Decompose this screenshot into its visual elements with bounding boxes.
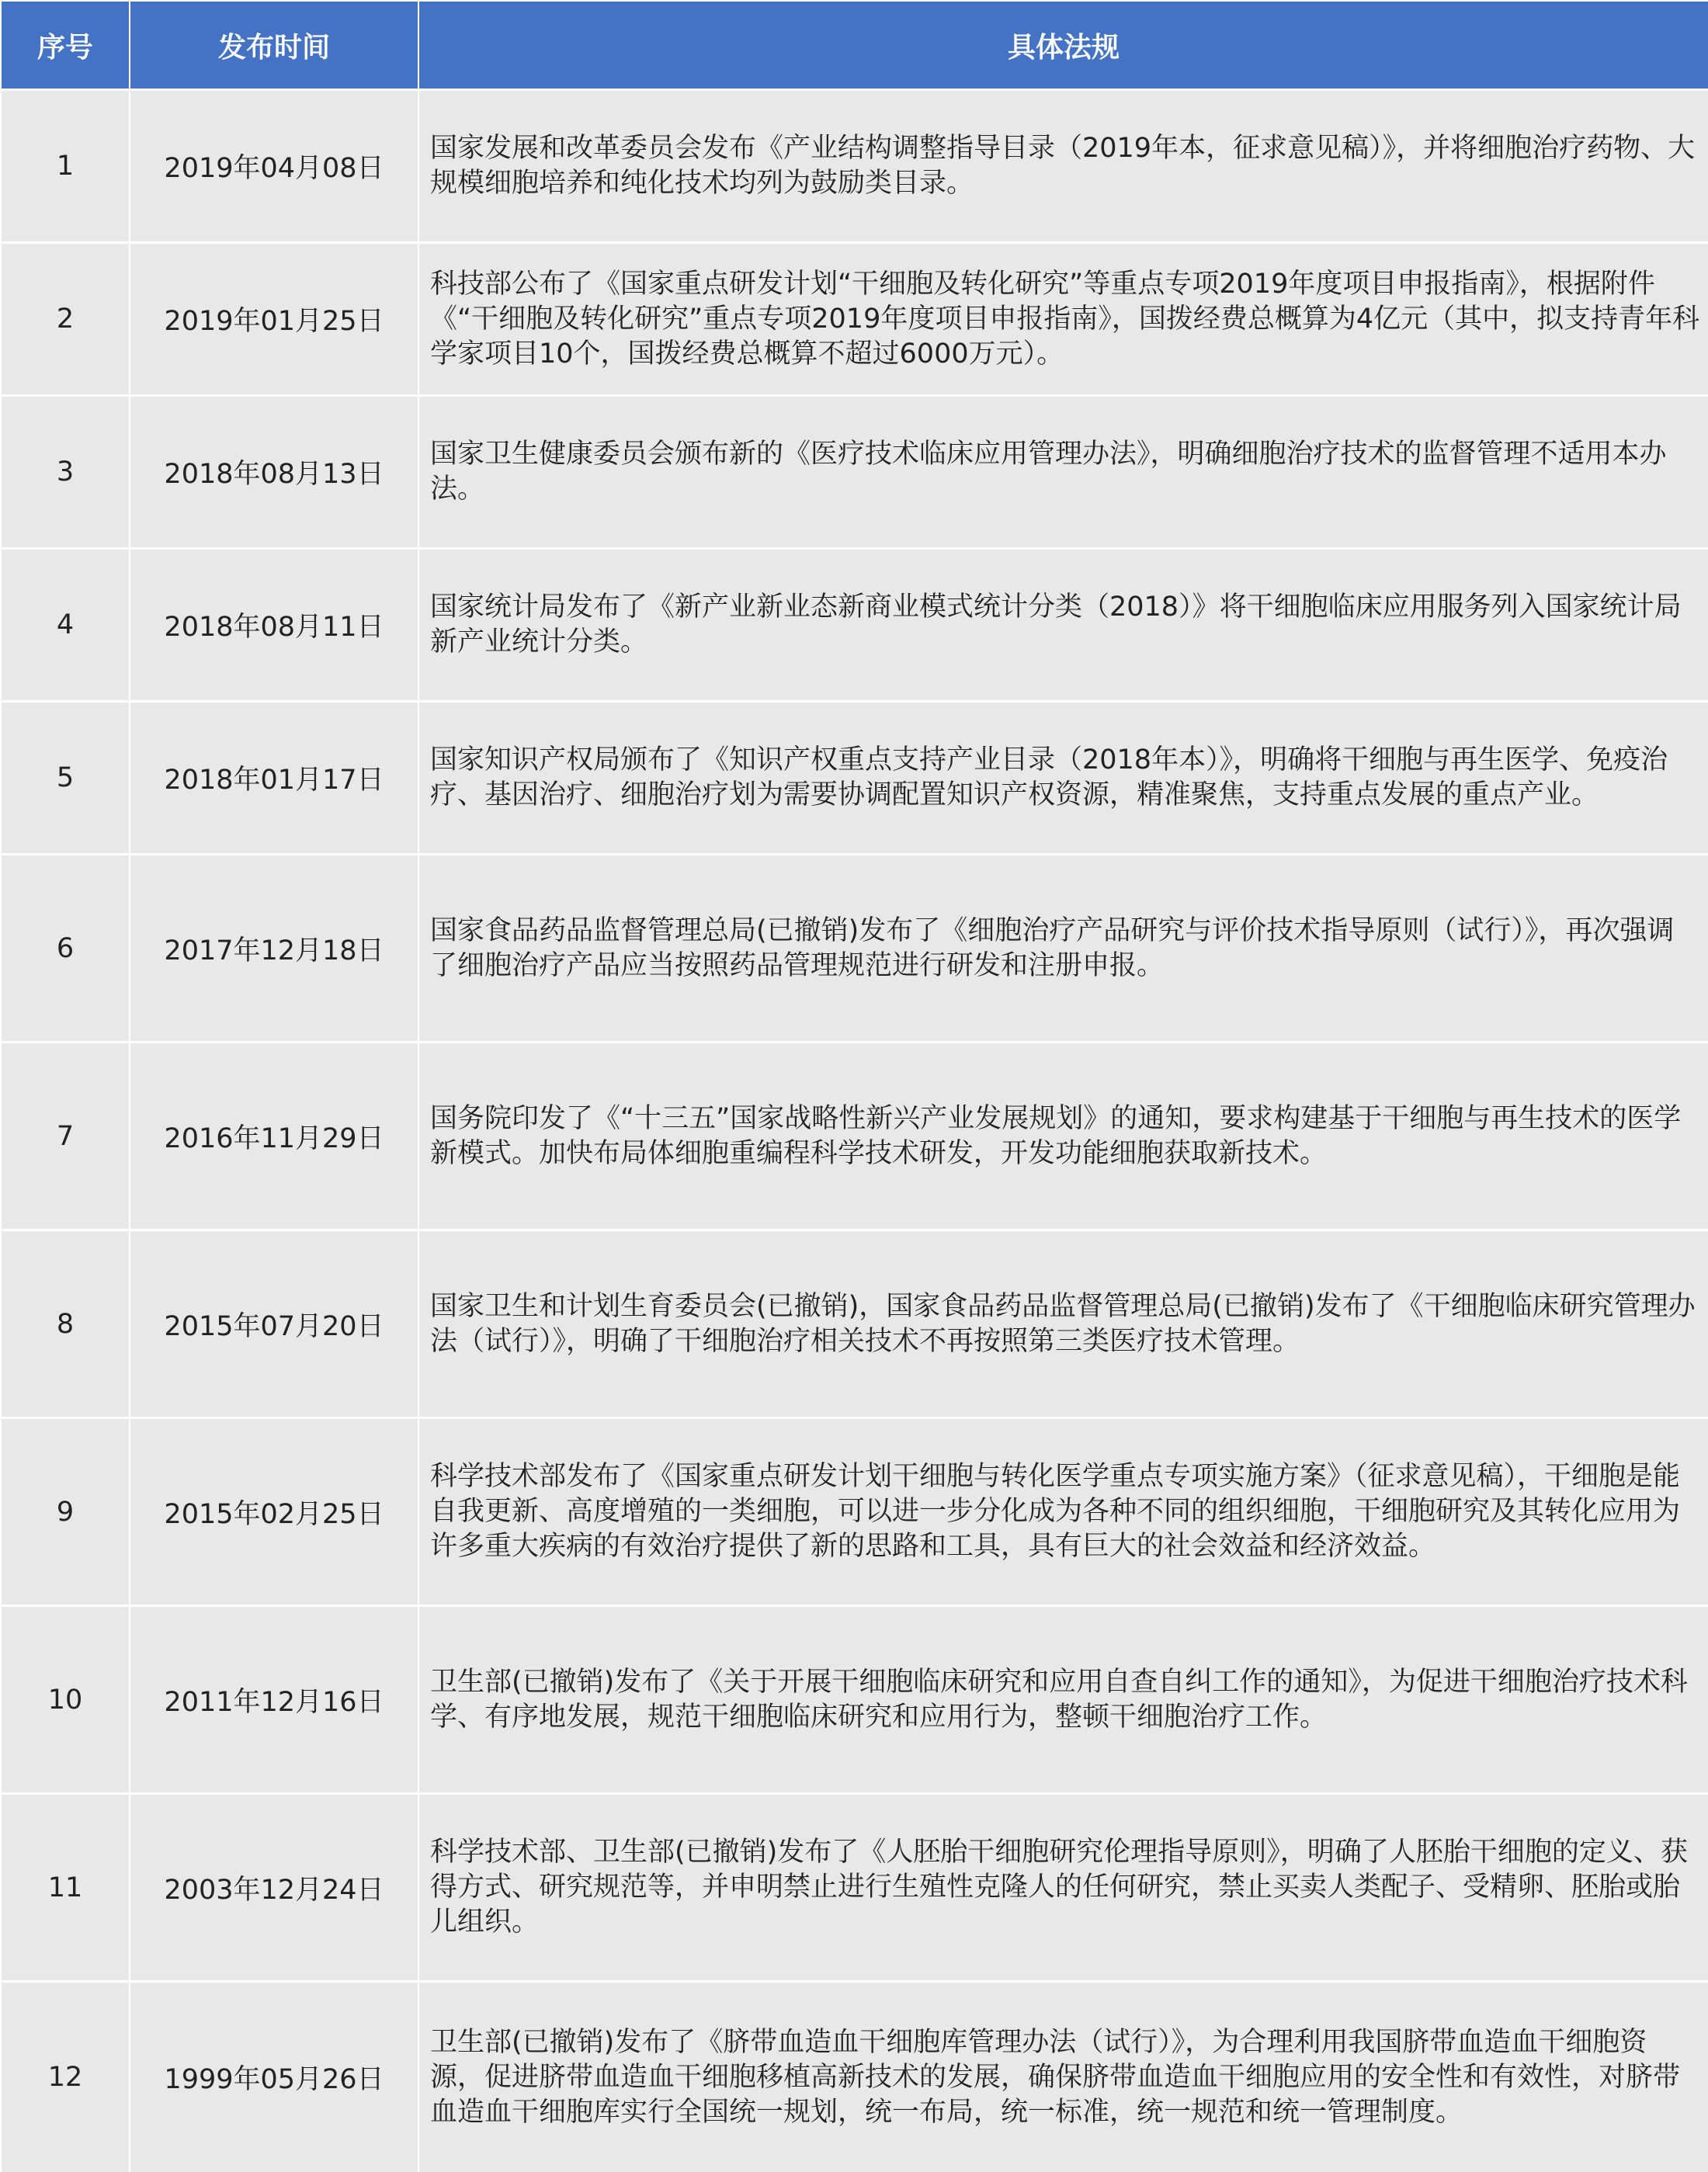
- row-regulation-cell: [419, 1043, 1708, 1229]
- row-index-cell: 2: [2, 244, 129, 394]
- regulation-text: 国家卫生和计划生育委员会(已撤销)，国家食品药品监督管理总局(已撤销)发布了《干细胞临床研究管理办法（试行）》，明确了干细胞治疗相关技术不再按照第三类医疗技术管理。: [430, 1290, 1696, 1357]
- regulation-text: 卫生部(已撤销)发布了《关于开展干细胞临床研究和应用自查自纠工作的通知》，为促进干细胞治疗技术科学、有序地发展，规范干细胞临床研究和应用行为，整顿干细胞治疗工作。: [430, 1666, 1688, 1733]
- row-index-cell: 6: [2, 855, 129, 1041]
- row-date-cell: 2018年01月17日: [130, 703, 418, 853]
- header-index: 序号: [2, 2, 129, 88]
- row-index-cell: 9: [2, 1419, 129, 1605]
- row-date-cell: 2015年02月25日: [130, 1419, 418, 1605]
- row-regulation-cell: [419, 91, 1708, 241]
- row-regulation-cell: [419, 1419, 1708, 1605]
- row-regulation-cell: [419, 1795, 1708, 1980]
- row-index-cell: 11: [2, 1795, 129, 1980]
- row-date-cell: 2019年04月08日: [130, 91, 418, 241]
- row-index-cell: 10: [2, 1607, 129, 1792]
- row-index-cell: 3: [2, 397, 129, 547]
- row-index-cell: 5: [2, 703, 129, 853]
- row-regulation-cell: [419, 1607, 1708, 1792]
- row-index-cell: 1: [2, 91, 129, 241]
- regulation-text: 国家食品药品监督管理总局(已撤销)发布了《细胞治疗产品研究与评价技术指导原则（试行）》，再次强调了细胞治疗产品应当按照药品管理规范进行研发和注册申报。: [430, 914, 1675, 981]
- row-date-cell: 2003年12月24日: [130, 1795, 418, 1980]
- row-regulation-cell: [419, 703, 1708, 853]
- row-regulation-cell: [419, 1231, 1708, 1417]
- regulation-text: 科学技术部、卫生部(已撤销)发布了《人胚胎干细胞研究伦理指导原则》，明确了人胚胎干细胞的定义、获得方式、研究规范等，并申明禁止进行生殖性克隆人的任何研究，禁止买卖人类配子、受精卵、胚胎或胎儿组织。: [430, 1837, 1688, 1938]
- regulation-text: 国家发展和改革委员会发布《产业结构调整指导目录（2019年本，征求意见稿）》，并将细胞治疗药物、大规模细胞培养和纯化技术均列为鼓励类目录。: [430, 133, 1696, 199]
- regulation-text: 科学技术部发布了《国家重点研发计划干细胞与转化医学重点专项实施方案》（征求意见稿），干细胞是能自我更新、高度增殖的一类细胞，可以进一步分化成为各种不同的组织细胞，干细胞研究及其转化应用为许多重大疾病的有效治疗提供了新的思路和工具，具有巨大的社会效益和经济效益。: [430, 1461, 1681, 1562]
- row-date-cell: 1999年05月26日: [130, 1983, 418, 2172]
- regulation-text: 国家卫生健康委员会颁布新的《医疗技术临床应用管理办法》，明确细胞治疗技术的监督管理不适用本办法。: [430, 439, 1667, 505]
- row-regulation-cell: [419, 244, 1708, 394]
- row-index-cell: 12: [2, 1983, 129, 2172]
- regulation-text: 国家知识产权局颁布了《知识产权重点支持产业目录（2018年本）》，明确将干细胞与再生医学、免疫治疗、基因治疗、细胞治疗划为需要协调配置知识产权资源，精准聚焦，支持重点发展的重点产业。: [430, 744, 1668, 810]
- row-regulation-cell: [419, 855, 1708, 1041]
- row-index-cell: 8: [2, 1231, 129, 1417]
- row-date-cell: 2017年12月18日: [130, 855, 418, 1041]
- row-date-cell: 2015年07月20日: [130, 1231, 418, 1417]
- regulation-text: 卫生部(已撤销)发布了《脐带血造血干细胞库管理办法（试行）》，为合理利用我国脐带血造血干细胞资源，促进脐带血造血干细胞移植高新技术的发展，确保脐带血造血干细胞应用的安全性和有效性，对脐带血造血干细胞库实行全国统一规划，统一布局，统一标准，统一规范和统一管理制度。: [430, 2026, 1681, 2128]
- header-regulation: 具体法规: [419, 2, 1708, 88]
- row-index-cell: 4: [2, 550, 129, 700]
- header-date: 发布时间: [130, 2, 418, 88]
- regulations-table: [2, 2, 1706, 2172]
- row-date-cell: 2019年01月25日: [130, 244, 418, 394]
- row-regulation-cell: [419, 1983, 1708, 2172]
- row-regulation-cell: [419, 550, 1708, 700]
- row-date-cell: 2011年12月16日: [130, 1607, 418, 1792]
- row-date-cell: 2016年11月29日: [130, 1043, 418, 1229]
- row-regulation-cell: [419, 397, 1708, 547]
- row-date-cell: 2018年08月11日: [130, 550, 418, 700]
- regulation-text: 国务院印发了《“十三五”国家战略性新兴产业发展规划》的通知，要求构建基于干细胞与再生技术的医学新模式。加快布局体细胞重编程科学技术研发，开发功能细胞获取新技术。: [430, 1102, 1682, 1169]
- row-index-cell: 7: [2, 1043, 129, 1229]
- regulation-text: 科技部公布了《国家重点研发计划“干细胞及转化研究”等重点专项2019年度项目申报指南》，根据附件《“干细胞及转化研究”重点专项2019年度项目申报指南》，国拨经费总概算为4亿元（其中，拟支持青年科学家项目10个，国拨经费总概算不超过6000万元）。: [430, 268, 1700, 370]
- row-date-cell: 2018年08月13日: [130, 397, 418, 547]
- regulation-text: 国家统计局发布了《新产业新业态新商业模式统计分类（2018）》将干细胞临床应用服务列入国家统计局新产业统计分类。: [430, 592, 1682, 657]
